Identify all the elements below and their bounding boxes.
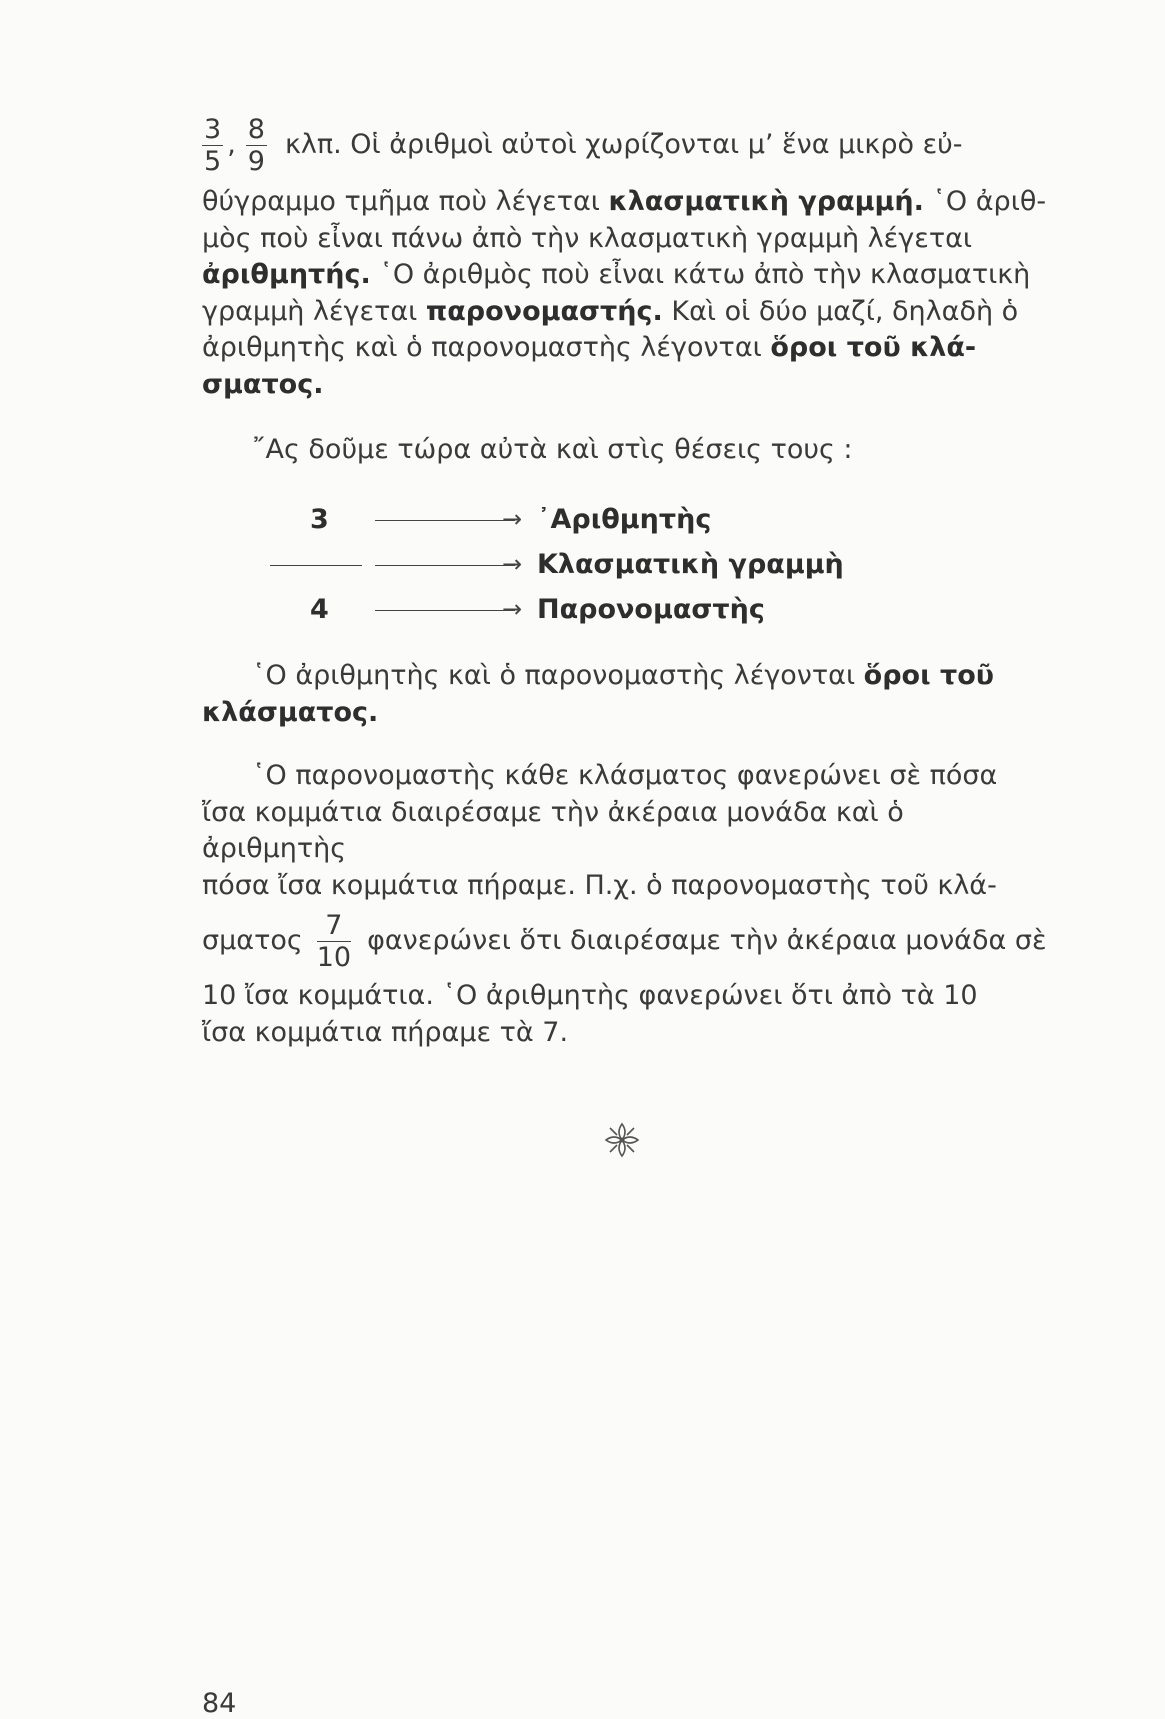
line-text: θύγραμμο τμῆμα ποὺ λέγεται [202, 186, 609, 217]
line-text: 10 ἴσα κομμάτια. ῾Ο ἀριθμητὴς φανερώνει ὅτι ἀπὸ τὰ 10 [202, 980, 978, 1011]
fraction-denominator: 9 [247, 145, 265, 177]
line-5 [202, 294, 1047, 331]
fraction-numerator: 3 [204, 113, 222, 145]
arrow-right-icon: → [502, 595, 523, 623]
line-2 [202, 184, 1047, 221]
arrow-line [375, 610, 515, 611]
term-fraction-terms: ὅροι τοῦ [863, 660, 995, 691]
fraction-three-fifths [202, 113, 223, 177]
floral-ornament-icon [600, 1118, 644, 1162]
fraction-seven-tenths [316, 909, 352, 973]
line-6 [202, 330, 1047, 367]
arrow-line [375, 565, 515, 566]
line-text: ἀριθμητὴς καὶ ὁ παρονομαστὴς λέγονται [202, 332, 771, 363]
line-2 [202, 795, 1047, 868]
diagram-label-denominator: Παρονομαστὴς [537, 594, 765, 625]
fraction-numerator: 8 [247, 113, 265, 145]
line-text: σματος [202, 924, 303, 956]
term-fraction-terms-continued: σματος. [202, 368, 324, 400]
line-text: ἴσα κομμάτια πήραμε τὰ 7. [202, 1016, 569, 1048]
arrow-right-icon: → [502, 505, 523, 533]
line-text: ῎Ας δοῦμε τώρα αὐτὰ καὶ στὶς θέσεις τους : [252, 434, 853, 465]
diagram-row-fraction-line [270, 545, 890, 585]
paragraph-terms-summary [202, 658, 1047, 731]
diagram-row-numerator [270, 500, 890, 540]
fraction-denominator: 5 [204, 145, 222, 177]
line-text: μὸς ποὺ εἶναι πάνω ἀπὸ τὴν κλασματικὴ γραμμὴ λέγεται [202, 222, 973, 254]
term-numerator: ἀριθμητής. [202, 259, 371, 290]
term-fraction-terms-continued: κλάσματος. [202, 696, 379, 728]
term-fraction-terms: ὅροι τοῦ κλά- [770, 332, 977, 363]
line-text: ῾Ο παρονομαστὴς κάθε κλάσματος φανερώνει σὲ πόσα [252, 760, 998, 791]
comma: , [227, 128, 236, 160]
arrow-line [375, 520, 515, 521]
paragraph-intro-diagram [202, 432, 1047, 469]
line-5 [202, 978, 1047, 1015]
paragraph-meaning-of-terms [202, 758, 1047, 1051]
line-4 [202, 257, 1047, 294]
line-1 [202, 758, 1047, 795]
diagram-label-numerator: ᾿Αριθμητὴς [537, 504, 712, 535]
arrow-right-icon: → [502, 550, 523, 578]
diagram-numerator-value: 3 [310, 504, 329, 535]
line-text: Καὶ οἱ δύο μαζί, δηλαδὴ ὁ [662, 295, 1019, 327]
line-4 [202, 904, 1047, 978]
line-text: γραμμὴ λέγεται [202, 295, 426, 327]
fraction-bar [270, 565, 362, 566]
fraction-denominator: 10 [316, 941, 352, 973]
fraction-eight-ninths [246, 113, 267, 177]
diagram-row-denominator [270, 590, 890, 630]
line-text: ῾Ο ἀριθ- [923, 186, 1047, 217]
paragraph-terms-definition [202, 112, 1047, 403]
line-text: ἴσα κομμάτια διαιρέσαμε τὴν ἀκέραια μονάδα καὶ ὁ ἀριθμητὴς [202, 796, 904, 864]
line-3 [202, 868, 1047, 905]
line-6 [202, 1015, 1047, 1052]
line-text: πόσα ἴσα κομμάτια πήραμε. Π.χ. ὁ παρονομαστὴς τοῦ κλά- [202, 869, 997, 901]
line-1 [202, 658, 1047, 695]
line-text: κλπ. Οἱ ἀριθμοὶ αὐτοὶ χωρίζονται μ’ ἕνα μικρὸ εὐ- [284, 128, 963, 160]
fraction-numerator: 7 [317, 912, 351, 942]
line-text: φανερώνει ὅτι διαιρέσαμε τὴν ἀκέραια μονάδα σὲ [367, 924, 1047, 956]
line-7 [202, 367, 1047, 404]
line-3 [202, 221, 1047, 258]
line-1 [202, 112, 1047, 178]
diagram-denominator-value: 4 [310, 594, 329, 625]
term-fraction-line: κλασματικὴ γραμμή. [608, 186, 924, 217]
term-denominator: παρονομαστής. [425, 295, 663, 327]
page-number: 84 [202, 1688, 237, 1719]
line-2 [202, 695, 1047, 732]
diagram-label-fraction-line: Κλασματικὴ γραμμὴ [537, 549, 844, 580]
line-text: ῾Ο ἀριθμητὴς καὶ ὁ παρονομαστὴς λέγονται [252, 660, 864, 691]
line-text: ῾Ο ἀριθμὸς ποὺ εἶναι κάτω ἀπὸ τὴν κλασματικὴ [370, 259, 1031, 290]
